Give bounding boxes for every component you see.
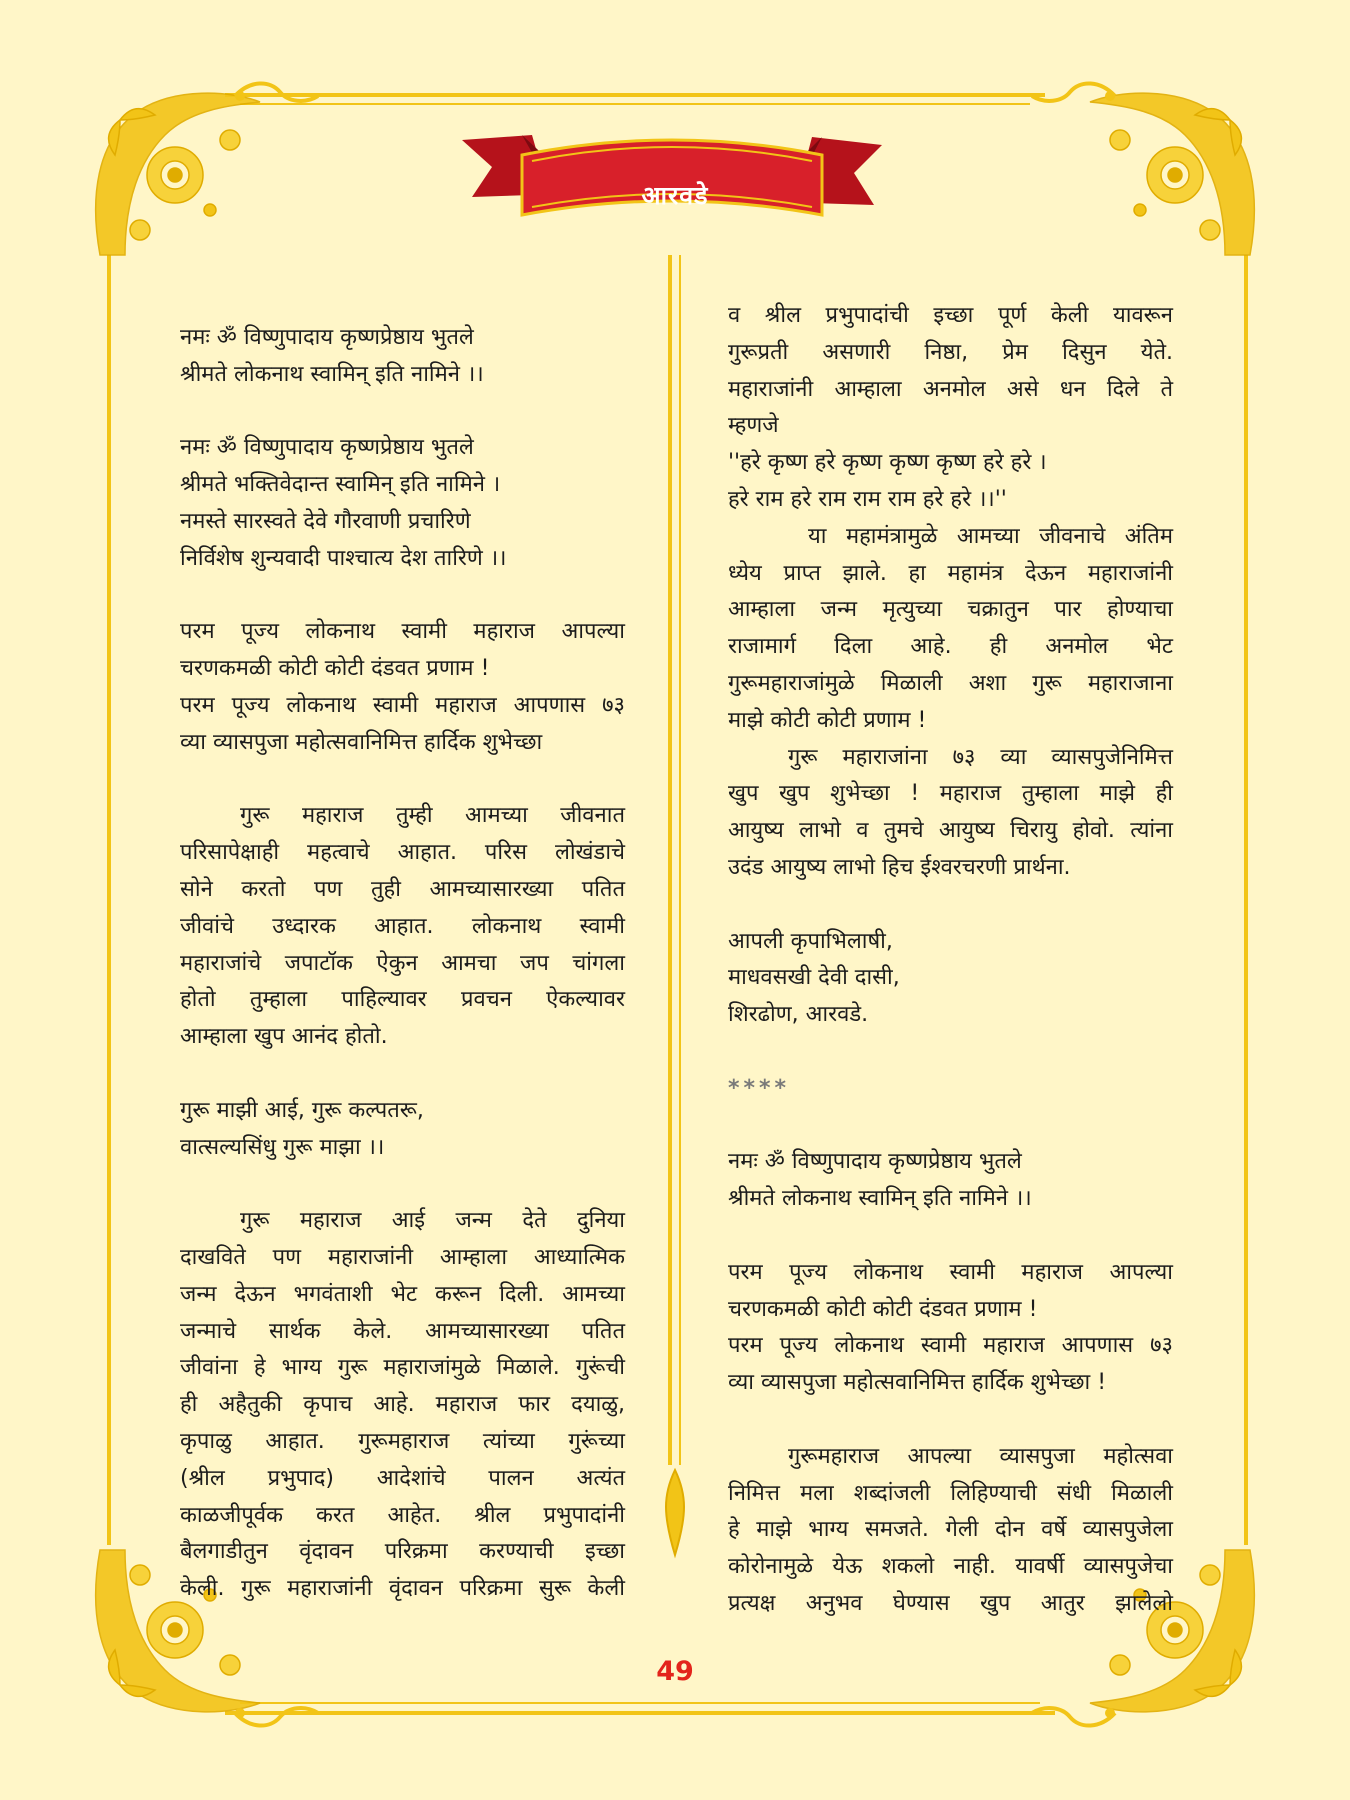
text-line: जीवांना हे भाग्य गुरू महाराजांमुळे मिळाले. गुरूंची (180, 1355, 625, 1381)
frame-bottom-line (225, 1711, 1055, 1715)
text-line: महाराजांचे जपाटॉक ऐकुन आमचा जप चांगला (180, 950, 625, 976)
text-line: व श्रील प्रभुपादांची इच्छा पूर्ण केली यावरून (728, 303, 1173, 328)
flourish-icon (1030, 78, 1120, 114)
text-line: हरे राम हरे राम राम राम हरे हरे ।।'' (728, 486, 1007, 512)
text-line: परम पूज्य लोकनाथ स्वामी महाराज आपणास ७३ (180, 692, 625, 718)
text-line: चरणकमळी कोटी कोटी दंडवत प्रणाम ! (728, 1296, 1038, 1322)
column-divider (655, 255, 695, 1585)
signature-line: माधवसखी देवी दासी, (728, 965, 900, 991)
flourish-icon (230, 1695, 320, 1731)
right-column (728, 298, 1173, 1623)
text-line: ही अहैतुकी कृपाच आहे. महाराज फार दयाळु, (180, 1392, 625, 1418)
text-line: गुरूप्रती असणारी निष्ठा, प्रेम दिसुन येते. (728, 339, 1173, 365)
text-line: नमः ॐ विष्णुपादाय कृष्णप्रेष्ठाय भुतले (180, 435, 474, 461)
text-line: आयुष्य लाभो व तुमचे आयुष्य चिरायु होवो. त्यांना (728, 818, 1173, 844)
text-line: श्रीमते लोकनाथ स्वामिन् इति नामिने ।। (180, 361, 484, 387)
left-column (180, 320, 625, 1608)
text-line: कोरोनामुळे येऊ शकलो नाही. यावर्षी व्यासपुजेचा (728, 1554, 1173, 1580)
page-title: आरवडे (641, 181, 709, 210)
text-line: जन्माचे सार्थक केले. आमच्यासारख्या पतित (180, 1318, 625, 1344)
text-line: दाखविते पण महाराजांनी आम्हाला आध्यात्मिक (180, 1244, 625, 1270)
text-line: ध्येय प्राप्त झाले. हा महामंत्र देऊन महाराजांनी (728, 560, 1173, 586)
text-line: गुरू महाराजांना ७३ व्या व्यासपुजेनिमित्त (788, 744, 1173, 770)
text-line: माझे कोटी कोटी प्रणाम ! (728, 707, 927, 733)
text-line: कृपाळु आहात. गुरूमहाराज त्यांच्या गुरूंच्या (180, 1428, 625, 1454)
frame-left-line (107, 255, 111, 1545)
text-line: आम्हाला खुप आनंद होतो. (180, 1024, 388, 1050)
text-line: नमः ॐ विष्णुपादाय कृष्णप्रेष्ठाय भुतले (728, 1149, 1022, 1175)
text-line: श्रीमते भक्तिवेदान्त स्वामिन् इति नामिने । (180, 472, 501, 498)
frame-right-line (1244, 255, 1248, 1545)
text-line: काळजीपूर्वक करत आहेत. श्रील प्रभुपादांनी (180, 1502, 625, 1528)
text-line: गुरू माझी आई, गुरू कल्पतरू, (180, 1097, 424, 1123)
text-line: परम पूज्य लोकनाथ स्वामी महाराज आपल्या (728, 1259, 1173, 1285)
text-line: प्रत्यक्ष अनुभव घेण्यास खुप आतुर झालेलो (728, 1590, 1173, 1616)
page-number: 49 (656, 1656, 694, 1687)
text-line: या महामंत्रामुळे आमच्या जीवनाचे अंतिम (808, 523, 1173, 549)
text-line: व्या व्यासपुजा महोत्सवानिमित्त हार्दिक शुभेच्छा ! (728, 1370, 1107, 1396)
text-line: होतो तुम्हाला पाहिल्यावर प्रवचन ऐकल्यावर (180, 987, 625, 1013)
text-line: जीवांचे उध्दारक आहात. लोकनाथ स्वामी (180, 913, 625, 939)
text-line: गुरू महाराज आई जन्म देते दुनिया (240, 1208, 625, 1234)
flourish-icon (1030, 1695, 1120, 1731)
text-line: राजामार्ग दिला आहे. ही अनमोल भेट (728, 634, 1173, 660)
text-line: निमित्त मला शब्दांजली लिहिण्याची संधी मिळाली (728, 1480, 1173, 1506)
text-line: परम पूज्य लोकनाथ स्वामी महाराज आपल्या (180, 619, 625, 645)
text-line: परिसापेक्षाही महत्वाचे आहात. परिस लोखंडाचे (180, 840, 625, 866)
text-line: केली. गुरू महाराजांनी वृंदावन परिक्रमा सुरू केली (180, 1576, 625, 1602)
text-line: परम पूज्य लोकनाथ स्वामी महाराज आपणास ७३ (728, 1333, 1173, 1359)
text-line: व्या व्यासपुजा महोत्सवानिमित्त हार्दिक शुभेच्छा (180, 729, 543, 755)
text-line: जन्म देऊन भगवंताशी भेट करून दिली. आमच्या (180, 1281, 625, 1307)
text-line: बैलगाडीतुन वृंदावन परिक्रमा करण्याची इच्छा (180, 1539, 625, 1565)
text-line: म्हणजे (728, 413, 779, 439)
text-line: श्रीमते लोकनाथ स्वामिन् इति नामिने ।। (728, 1186, 1032, 1212)
text-line: निर्विशेष शुन्यवादी पाश्चात्य देश तारिणे ।। (180, 545, 507, 571)
text-line: गुरूमहाराज आपल्या व्यासपुजा महोत्सवा (788, 1443, 1173, 1469)
text-line: उदंड आयुष्य लाभो हिच ईश्वरचरणी प्रार्थना. (728, 854, 1071, 880)
text-line: हे माझे भाग्य समजते. गेली दोन वर्षे व्यासपुजेला (728, 1517, 1173, 1543)
section-separator: **** (728, 1075, 791, 1101)
text-line: नमस्ते सारस्वते देवे गौरवाणी प्रचारिणे (180, 508, 471, 534)
signature-line: आपली कृपाभिलाषी, (728, 928, 893, 954)
text-line: महाराजांनी आम्हाला अनमोल असे धन दिले ते (728, 376, 1173, 402)
text-line: चरणकमळी कोटी कोटी दंडवत प्रणाम ! (180, 656, 490, 682)
text-line: खुप खुप शुभेच्छा ! महाराज तुम्हाला माझे ही (728, 781, 1173, 807)
frame-top-line (225, 93, 1045, 97)
signature-line: शिरढोण, आरवडे. (728, 1002, 869, 1028)
text-line: नमः ॐ विष्णुपादाय कृष्णप्रेष्ठाय भुतले (180, 325, 474, 350)
text-line: ''हरे कृष्ण हरे कृष्ण कृष्ण कृष्ण हरे हरे । (728, 450, 1047, 476)
frame-bottom-inner-line (240, 1702, 1040, 1704)
text-line: वात्सल्यसिंधु गुरू माझा ।। (180, 1134, 385, 1160)
text-line: आम्हाला जन्म मृत्युच्या चक्रातुन पार होण्याचा (728, 597, 1173, 623)
frame-top-inner-line (240, 103, 1030, 105)
text-line: गुरू महाराज तुम्ही आमच्या जीवनात (240, 803, 625, 829)
text-line: सोने करतो पण तुही आमच्यासारख्या पतित (180, 876, 625, 902)
flourish-icon (230, 78, 320, 114)
text-line: गुरूमहाराजांमुळे मिळाली अशा गुरू महाराजाना (728, 670, 1173, 696)
text-line: (श्रील प्रभुपाद) आदेशांचे पालन अत्यंत (180, 1465, 625, 1491)
